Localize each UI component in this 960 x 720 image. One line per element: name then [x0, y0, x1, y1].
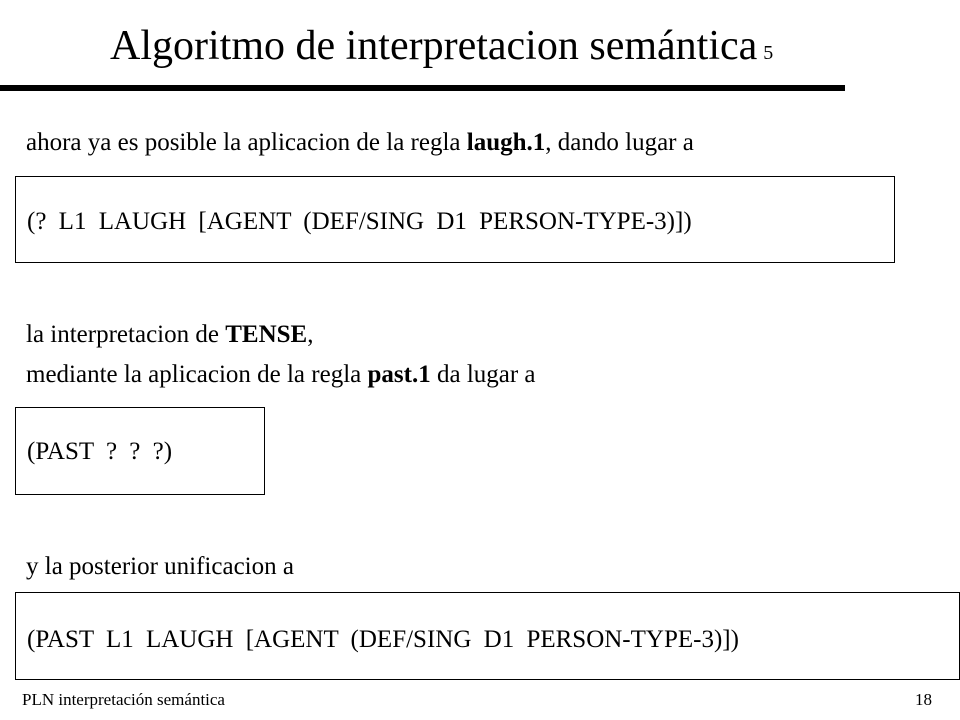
paragraph-text: mediante la aplicacion de la regla: [26, 361, 368, 388]
tense-term: TENSE: [225, 321, 308, 348]
paragraph-unification: y la posterior unificacion a: [26, 553, 294, 580]
slide-title: [110, 16, 773, 83]
rule-name-past: past.1: [367, 361, 431, 388]
paragraph-tense-line1: [26, 319, 313, 350]
footer-page-number: 18: [915, 690, 932, 709]
title-text: Algoritmo de interpretacion semántica: [110, 23, 758, 69]
footer-course-label: PLN interpretación semántica: [22, 690, 225, 709]
title-rule: [0, 85, 845, 91]
title-number: 5: [763, 42, 774, 64]
result-expression-unified: (PAST L1 LAUGH [AGENT (DEF/SING D1 PERSON-TYPE-3)]): [27, 626, 739, 653]
paragraph-text: ahora ya es posible la aplicacion de la regla: [26, 129, 467, 156]
paragraph-tense-line2: [26, 359, 536, 390]
result-expression-laugh: (? L1 LAUGH [AGENT (DEF/SING D1 PERSON-TYPE-3)]): [27, 208, 692, 235]
paragraph-text: , dando lugar a: [545, 129, 694, 156]
paragraph-text: ,: [307, 321, 314, 348]
rule-name-laugh: laugh.1: [466, 129, 546, 156]
paragraph-text: da lugar a: [430, 361, 536, 388]
paragraph-laugh-rule: [26, 127, 694, 158]
result-expression-past: (PAST ? ? ?): [27, 438, 173, 465]
paragraph-text: la interpretacion de: [26, 321, 226, 348]
